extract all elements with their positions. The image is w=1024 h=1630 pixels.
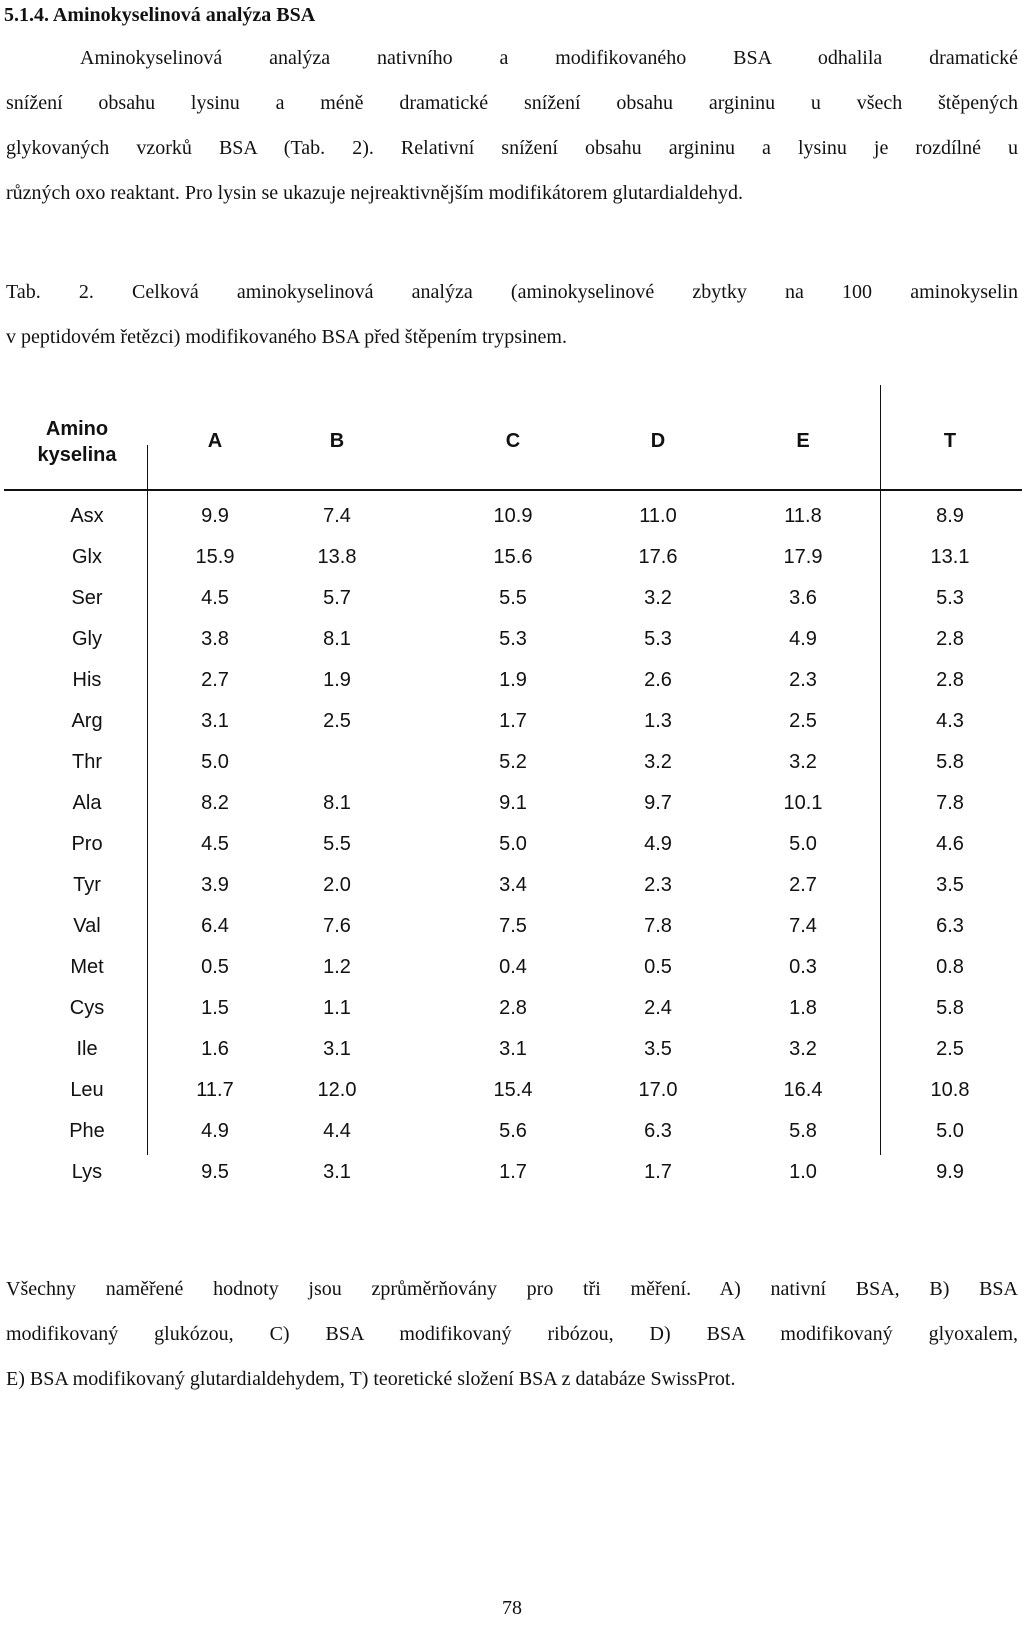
table-cell-e: 4.9	[789, 628, 817, 650]
table-cell-e: 3.2	[789, 751, 817, 773]
table-cell-b: 5.5	[323, 833, 351, 855]
table-cell-t: 6.3	[936, 915, 964, 937]
table-cell-b: 1.9	[323, 669, 351, 691]
table-cell-d: 2.4	[644, 997, 672, 1019]
table-cell-b: 8.1	[323, 792, 351, 814]
table-cell-b: 7.4	[323, 505, 351, 527]
table-cell-b: 2.5	[323, 710, 351, 732]
amino-acid-name: Pro	[71, 833, 103, 855]
table-cell-a: 4.9	[201, 1120, 229, 1142]
table-cell-e: 3.6	[789, 587, 817, 609]
table-cell-a: 11.7	[196, 1079, 234, 1101]
table-cell-e: 3.2	[789, 1038, 817, 1060]
table-cell-b: 4.4	[323, 1120, 351, 1142]
table-cell-t: 0.8	[936, 956, 964, 978]
table-cell-a: 1.5	[201, 997, 229, 1019]
header-col-d: D	[650, 430, 666, 452]
amino-acid-name: Ser	[71, 587, 103, 609]
header-col-t: T	[943, 430, 957, 452]
table-cell-t: 2.8	[936, 628, 964, 650]
amino-acid-name: Ala	[72, 792, 102, 814]
table-cell-t: 9.9	[936, 1161, 964, 1183]
table-cell-c: 1.9	[499, 669, 527, 691]
header-rule	[4, 489, 1022, 491]
caption-line: Tab. 2. Celková aminokyselinová analýza (aminokyselinové zbytky na 100 aminokyselin	[6, 281, 1018, 303]
table-cell-c: 3.1	[499, 1038, 527, 1060]
table-cell-t: 13.1	[930, 546, 970, 568]
table-cell-a: 15.9	[195, 546, 235, 568]
table-cell-e: 2.5	[789, 710, 817, 732]
table-cell-b: 1.2	[323, 956, 351, 978]
table-cell-b: 3.1	[323, 1161, 351, 1183]
amino-acid-name: Tyr	[73, 874, 101, 896]
table-cell-d: 6.3	[644, 1120, 672, 1142]
table-cell-c: 2.8	[499, 997, 527, 1019]
table-cell-e: 1.8	[789, 997, 817, 1019]
amino-acid-name: Phe	[69, 1120, 105, 1142]
table-cell-d: 0.5	[644, 956, 672, 978]
table-cell-e: 1.0	[789, 1161, 817, 1183]
table-cell-t: 3.5	[936, 874, 964, 896]
table-cell-t: 4.3	[936, 710, 964, 732]
paragraph-line: různých oxo reaktant. Pro lysin se ukazuje nejreaktivnějším modifikátorem glutardialdehyd.	[6, 182, 744, 204]
amino-acid-name: Arg	[71, 710, 103, 732]
table-cell-a: 8.2	[201, 792, 229, 814]
footnote-line: modifikovaný glukózou, C) BSA modifikovaný ribózou, D) BSA modifikovaný glyoxalem,	[6, 1323, 1018, 1345]
table-cell-a: 6.4	[201, 915, 229, 937]
header-col-a: A	[207, 430, 223, 452]
amino-acid-name: Met	[70, 956, 104, 978]
table-cell-c: 5.0	[499, 833, 527, 855]
table-cell-c: 3.4	[499, 874, 527, 896]
header-col-b: B	[329, 430, 345, 452]
amino-acid-name: Asx	[70, 505, 104, 527]
table-cell-e: 0.3	[789, 956, 817, 978]
table-cell-t: 4.6	[936, 833, 964, 855]
table-cell-d: 17.6	[638, 546, 678, 568]
table-cell-a: 2.7	[201, 669, 229, 691]
table-cell-a: 4.5	[201, 587, 229, 609]
header-col-c: C	[505, 430, 521, 452]
amino-acid-name: His	[72, 669, 102, 691]
amino-acid-name: Cys	[69, 997, 105, 1019]
table-cell-t: 5.8	[936, 997, 964, 1019]
table-cell-c: 7.5	[499, 915, 527, 937]
table-cell-c: 5.3	[499, 628, 527, 650]
table-cell-a: 5.0	[201, 751, 229, 773]
table-cell-d: 7.8	[644, 915, 672, 937]
amino-acid-name: Glx	[72, 546, 102, 568]
table-cell-b: 8.1	[323, 628, 351, 650]
header-amino-acid	[22, 416, 132, 468]
amino-acid-name: Ile	[76, 1038, 98, 1060]
table-cell-a: 3.1	[201, 710, 229, 732]
table-cell-a: 3.8	[201, 628, 229, 650]
table-cell-b: 2.0	[323, 874, 351, 896]
table-cell-d: 17.0	[638, 1079, 678, 1101]
paragraph-line: snížení obsahu lysinu a méně dramatické snížení obsahu argininu u všech štěpených	[6, 92, 1018, 114]
table-cell-b: 13.8	[317, 546, 357, 568]
table-cell-d: 5.3	[644, 628, 672, 650]
caption-line: v peptidovém řetězci) modifikovaného BSA před štěpením trypsinem.	[6, 326, 567, 348]
table-cell-c: 10.9	[493, 505, 533, 527]
table-cell-t: 10.8	[930, 1079, 970, 1101]
table-cell-c: 1.7	[499, 1161, 527, 1183]
table-cell-c: 0.4	[499, 956, 527, 978]
paragraph-line: glykovaných vzorků BSA (Tab. 2). Relativní snížení obsahu argininu a lysinu je rozdílné u	[6, 137, 1018, 159]
table-cell-a: 9.5	[201, 1161, 229, 1183]
table-cell-e: 10.1	[783, 792, 823, 814]
section-heading: 5.1.4. Aminokyselinová analýza BSA	[4, 4, 316, 26]
table-cell-d: 3.2	[644, 751, 672, 773]
amino-acid-table	[0, 395, 1024, 1185]
table-cell-e: 17.9	[783, 546, 823, 568]
table-cell-c: 5.2	[499, 751, 527, 773]
table-cell-a: 1.6	[201, 1038, 229, 1060]
footnote-line: Všechny naměřené hodnoty jsou zprůměrňovány pro tři měření. A) nativní BSA, B) BSA	[6, 1278, 1018, 1300]
table-cell-b: 3.1	[323, 1038, 351, 1060]
table-cell-t: 8.9	[936, 505, 964, 527]
column-divider-left	[147, 445, 148, 1155]
table-cell-b: 12.0	[317, 1079, 357, 1101]
table-cell-b: 5.7	[323, 587, 351, 609]
paragraph-line: Aminokyselinová analýza nativního a modifikovaného BSA odhalila dramatické	[80, 47, 1018, 69]
table-cell-e: 2.3	[789, 669, 817, 691]
amino-acid-name: Gly	[72, 628, 102, 650]
table-cell-d: 9.7	[644, 792, 672, 814]
table-cell-e: 7.4	[789, 915, 817, 937]
table-cell-t: 7.8	[936, 792, 964, 814]
table-cell-d: 3.5	[644, 1038, 672, 1060]
table-cell-a: 4.5	[201, 833, 229, 855]
table-cell-e: 5.8	[789, 1120, 817, 1142]
table-cell-d: 3.2	[644, 587, 672, 609]
table-cell-c: 9.1	[499, 792, 527, 814]
table-cell-c: 15.4	[493, 1079, 533, 1101]
table-cell-t: 5.3	[936, 587, 964, 609]
footnote-line: E) BSA modifikovaný glutardialdehydem, T) teoretické složení BSA z databáze SwissProt.	[6, 1368, 736, 1390]
amino-acid-name: Val	[73, 915, 101, 937]
table-cell-c: 5.6	[499, 1120, 527, 1142]
table-cell-t: 5.0	[936, 1120, 964, 1142]
table-cell-d: 1.7	[644, 1161, 672, 1183]
table-cell-t: 2.8	[936, 669, 964, 691]
table-cell-t: 2.5	[936, 1038, 964, 1060]
table-cell-e: 16.4	[783, 1079, 823, 1101]
table-cell-c: 15.6	[493, 546, 533, 568]
header-col-e: E	[796, 430, 810, 452]
column-divider-right	[880, 385, 881, 1155]
table-cell-b: 7.6	[323, 915, 351, 937]
table-cell-a: 9.9	[201, 505, 229, 527]
page-number: 78	[502, 1597, 522, 1619]
header-amino-line1: Amino	[45, 418, 109, 440]
table-cell-d: 2.6	[644, 669, 672, 691]
table-cell-a: 0.5	[201, 956, 229, 978]
amino-acid-name: Lys	[71, 1161, 103, 1183]
table-cell-e: 11.8	[784, 505, 822, 527]
amino-acid-name: Leu	[70, 1079, 104, 1101]
table-cell-c: 5.5	[499, 587, 527, 609]
table-cell-a: 3.9	[201, 874, 229, 896]
table-cell-t: 5.8	[936, 751, 964, 773]
table-cell-b: 1.1	[323, 997, 351, 1019]
table-cell-c: 1.7	[499, 710, 527, 732]
table-cell-d: 4.9	[644, 833, 672, 855]
header-amino-line2: kyselina	[37, 444, 117, 466]
table-cell-d: 2.3	[644, 874, 672, 896]
table-cell-d: 11.0	[639, 505, 677, 527]
amino-acid-name: Thr	[72, 751, 102, 773]
table-cell-e: 2.7	[789, 874, 817, 896]
table-cell-e: 5.0	[789, 833, 817, 855]
table-cell-d: 1.3	[644, 710, 672, 732]
